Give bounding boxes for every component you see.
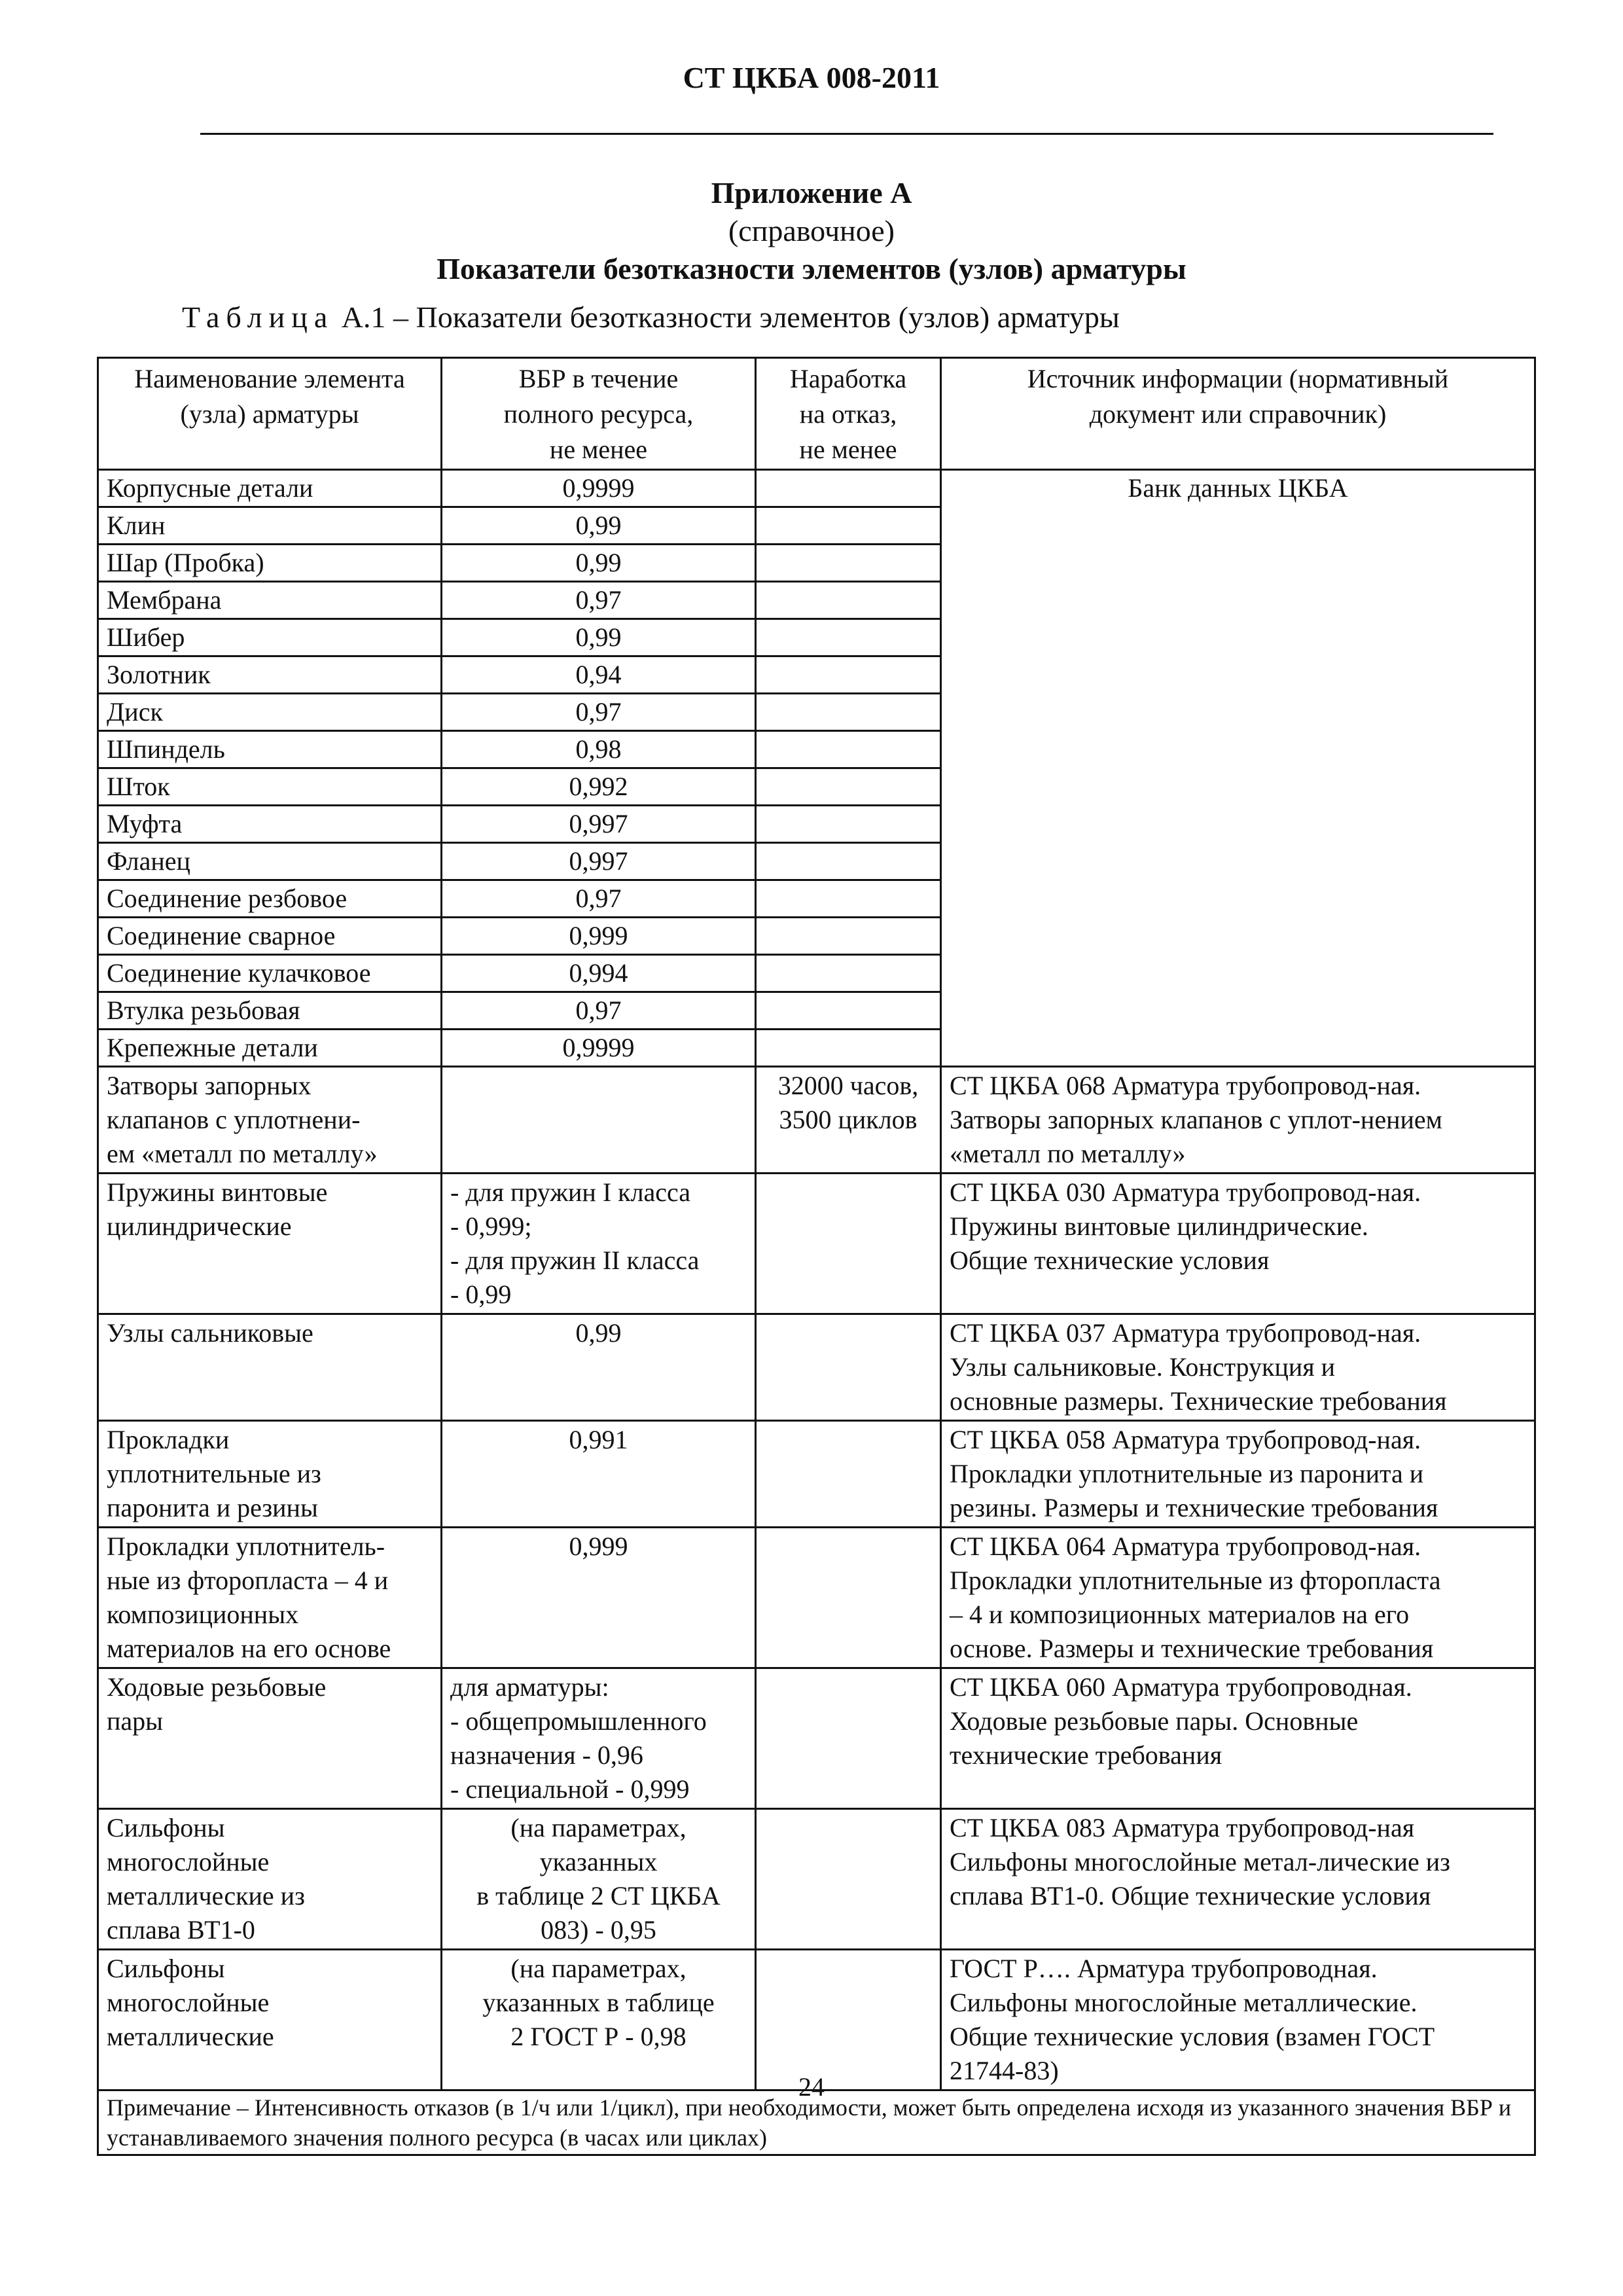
element-name: Соединение сварное [98,918,442,955]
header-divider [200,133,1493,135]
vbr-value: 0,992 [442,768,756,806]
element-name: Втулка резьбовая [98,992,442,1030]
element-name: Диск [98,694,442,731]
mtbf-value [756,955,941,992]
vbr-value: 0,97 [442,582,756,619]
element-name: Прокладки уплотнительные из паронита и резины [98,1421,442,1528]
mtbf-value [756,1809,941,1950]
table-caption [182,300,1120,334]
element-name: Шток [98,768,442,806]
mtbf-value [756,768,941,806]
reliability-table [97,357,1536,2156]
mtbf-value [756,1950,941,2090]
mtbf-value [756,918,941,955]
mtbf-value [756,619,941,656]
column-header-source: Источник информации (нормативный документ или справочник) [941,358,1535,470]
element-name: Прокладки уплотнитель- ные из фторопласта – 4 и композиционных материалов на его основе [98,1528,442,1668]
element-name: Золотник [98,656,442,694]
table-header-row [98,358,1535,470]
vbr-value: 0,9999 [442,470,756,507]
column-header-mtbf: Наработка на отказ, не менее [756,358,941,470]
appendix-subtitle: (справочное) [728,214,895,247]
mtbf-value [756,731,941,768]
source-document: СТ ЦКБА 068 Арматура трубопровод-ная. Затворы запорных клапанов с уплот-нением «металл по металлу» [941,1067,1535,1174]
source-document: ГОСТ Р…. Арматура трубопроводная. Сильфоны многослойные металлические. Общие технические условия (взамен ГОСТ 21744-83) [941,1950,1535,2090]
vbr-value: 0,94 [442,656,756,694]
vbr-value: 0,99 [442,1314,756,1421]
mtbf-value [756,992,941,1030]
vbr-value: 0,9999 [442,1030,756,1067]
element-name: Пружины винтовые цилиндрические [98,1174,442,1314]
vbr-value: 0,997 [442,806,756,843]
vbr-value: 0,99 [442,619,756,656]
mtbf-value [756,470,941,507]
source-document: СТ ЦКБА 064 Арматура трубопровод-ная. Прокладки уплотнительные из фторопласта – 4 и композиционных материалов на его основе. Размеры и технические требования [941,1528,1535,1668]
mtbf-value [756,843,941,880]
mtbf-value [756,806,941,843]
element-name: Затворы запорных клапанов с уплотнени- ем «металл по металлу» [98,1067,442,1174]
mtbf-value [756,507,941,545]
vbr-value [442,1067,756,1174]
vbr-value: 0,999 [442,1528,756,1668]
element-name: Сильфоны многослойные металлические [98,1950,442,2090]
vbr-value: 0,97 [442,694,756,731]
vbr-value: (на параметрах, указанных в таблице 2 СТ ЦКБА 083) - 0,95 [442,1809,756,1950]
element-name: Соединение кулачковое [98,955,442,992]
mtbf-value: 32000 часов, 3500 циклов [756,1067,941,1174]
mtbf-value [756,694,941,731]
mtbf-value [756,545,941,582]
element-name: Шар (Пробка) [98,545,442,582]
table-row [98,1809,1535,1950]
table-caption-label: Таблица [182,300,334,334]
document-code: СТ ЦКБА 008-2011 [683,61,940,94]
source-document: СТ ЦКБА 083 Арматура трубопровод-ная Сильфоны многослойные метал-лические из сплава ВТ1-0. Общие технические условия [941,1809,1535,1950]
vbr-value: для арматуры: - общепромышленного назначения - 0,96 - специальной - 0,999 [442,1668,756,1809]
element-name: Ходовые резьбовые пары [98,1668,442,1809]
table-row [98,470,1535,507]
table-caption-text: А.1 – Показатели безотказности элементов (узлов) арматуры [341,300,1120,334]
element-name: Крепежные детали [98,1030,442,1067]
mtbf-value [756,1174,941,1314]
element-name: Шибер [98,619,442,656]
element-name: Сильфоны многослойные металлические из сплава ВТ1-0 [98,1809,442,1950]
column-header-element: Наименование элемента (узла) арматуры [98,358,442,470]
vbr-value: 0,98 [442,731,756,768]
element-name: Шпиндель [98,731,442,768]
source-document: СТ ЦКБА 058 Арматура трубопровод-ная. Прокладки уплотнительные из паронита и резины. Размеры и технические требования [941,1421,1535,1528]
table-row [98,1421,1535,1528]
mtbf-value [756,1030,941,1067]
element-name: Мембрана [98,582,442,619]
vbr-value: 0,994 [442,955,756,992]
vbr-value: 0,97 [442,992,756,1030]
table-row [98,1950,1535,2090]
mtbf-value [756,1668,941,1809]
table-row [98,1528,1535,1668]
mtbf-value [756,1314,941,1421]
source-document: СТ ЦКБА 037 Арматура трубопровод-ная. Узлы сальниковые. Конструкция и основные размеры. Технические требования [941,1314,1535,1421]
mtbf-value [756,880,941,918]
mtbf-value [756,1421,941,1528]
mtbf-value [756,582,941,619]
element-name: Муфта [98,806,442,843]
merged-source-cell: Банк данных ЦКБА [941,470,1535,1067]
table-note: Примечание – Интенсивность отказов (в 1/ч или 1/цикл), при необходимости, может быть определена исходя из указанного значения ВБР и устанавливаемого значения полного ресурса (в часах или циклах) [98,2090,1535,2155]
element-name: Узлы сальниковые [98,1314,442,1421]
mtbf-value [756,656,941,694]
appendix-title: Приложение А [711,176,912,209]
vbr-value: 0,999 [442,918,756,955]
vbr-value: 0,991 [442,1421,756,1528]
column-header-vbr: ВБР в течение полного ресурса, не менее [442,358,756,470]
vbr-value: 0,97 [442,880,756,918]
mtbf-value [756,1528,941,1668]
appendix-heading: Показатели безотказности элементов (узлов) арматуры [437,252,1186,285]
table-row [98,1067,1535,1174]
vbr-value: - для пружин I класса - 0,999; - для пружин II класса - 0,99 [442,1174,756,1314]
element-name: Клин [98,507,442,545]
table-row [98,1314,1535,1421]
vbr-value: 0,99 [442,507,756,545]
table-row [98,1174,1535,1314]
vbr-value: (на параметрах, указанных в таблице 2 ГОСТ Р - 0,98 [442,1950,756,2090]
page-number: 24 [798,2072,825,2102]
element-name: Корпусные детали [98,470,442,507]
source-document: СТ ЦКБА 030 Арматура трубопровод-ная. Пружины винтовые цилиндрические. Общие технические условия [941,1174,1535,1314]
vbr-value: 0,997 [442,843,756,880]
source-document: СТ ЦКБА 060 Арматура трубопроводная. Ходовые резьбовые пары. Основные технические требования [941,1668,1535,1809]
vbr-value: 0,99 [442,545,756,582]
table-row [98,1668,1535,1809]
element-name: Фланец [98,843,442,880]
element-name: Соединение резбовое [98,880,442,918]
